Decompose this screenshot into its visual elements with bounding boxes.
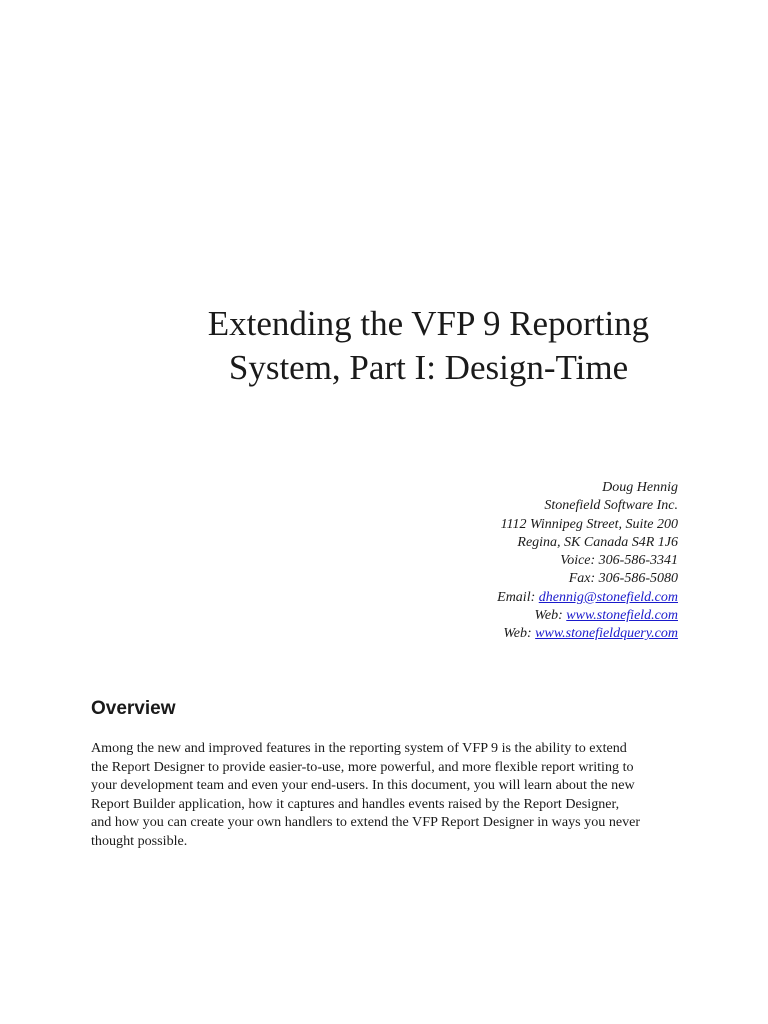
overview-line-6: thought possible. — [91, 832, 188, 849]
overview-line-4: Report Builder application, how it captures and handles events raised by the Report Designer, — [91, 795, 620, 812]
web-label-1: Web: — [534, 608, 567, 624]
author-name: Doug Hennig — [602, 480, 678, 495]
web-link-stonefield[interactable]: www.stonefield.com — [566, 608, 678, 624]
title-line-2: System, Part I: Design-Time — [228, 348, 629, 387]
email-label: Email: — [497, 589, 539, 605]
title-line-1: Extending the VFP 9 Reporting — [207, 304, 650, 343]
voice-number: Voice: 306-586-3341 — [560, 553, 678, 569]
overview-line-2: the Report Designer to provide easier-to-use, more powerful, and more flexible report writing to — [91, 758, 634, 775]
web-link-stonefieldquery[interactable]: www.stonefieldquery.com — [535, 626, 678, 642]
overview-line-1: Among the new and improved features in the reporting system of VFP 9 is the ability to extend — [91, 740, 627, 756]
address-line-2: Regina, SK Canada S4R 1J6 — [517, 534, 678, 550]
overview-heading: Overview — [91, 698, 176, 719]
email-link[interactable]: dhennig@stonefield.com — [538, 589, 678, 605]
overview-paragraph — [91, 739, 691, 851]
overview-line-5: and how you can create your own handlers to extend the VFP Report Designer in ways you never — [91, 814, 641, 831]
author-contact-block — [497, 479, 678, 644]
fax-number: Fax: 306-586-5080 — [568, 571, 678, 587]
web-label-2: Web: — [503, 626, 536, 642]
email-row — [497, 589, 678, 607]
document-title — [150, 302, 707, 390]
address-line-1: 1112 Winnipeg Street, Suite 200 — [500, 516, 678, 532]
web-row-2 — [497, 625, 678, 643]
web-row-1 — [497, 607, 678, 625]
overview-line-3: your development team and even your end-users. In this document, you will learn about the new — [91, 777, 635, 794]
author-company: Stonefield Software Inc. — [544, 498, 678, 514]
